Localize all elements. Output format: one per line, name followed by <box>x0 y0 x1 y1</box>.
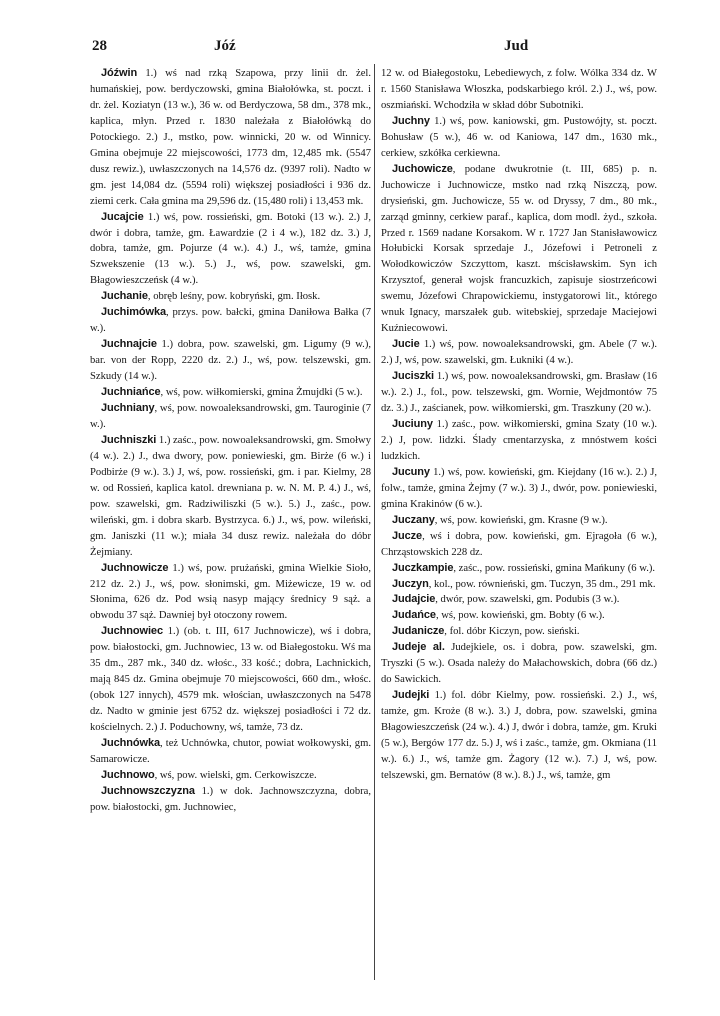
entry-text: , zaśc., pow. rossieński, gmina Mańkuny (6 w.). <box>453 562 656 574</box>
entry-text: 1.) zaśc., pow. nowoaleksandrowski, gm. Smołwy (4 w.). 2.) J., dwa dwory, pow. poniewieski, gm. Birże (6 w.) i Podbirże (9 w.). 3.) J, wś, pow. rossieński, gm. i par. Kielmy, 28 w. od Rossień, kaplica katol. drewniana p. w. N. M. P. 4.) J., wś, pow. szawelski, gm. Radziwiliszki (5 w.). 5.) J., zaśc., pow. wileński, gm. i dobra skarb. Bystrzyca. 6.) J., wś, pow. wileński, gm. Janiszki (11 w.); miała 34 dusz rewiz. należała do dóbr Żejmiany. <box>90 434 371 558</box>
dictionary-entry <box>381 513 657 529</box>
dictionary-entry <box>381 114 657 162</box>
entry-headword: Juchny <box>392 114 430 127</box>
entry-headword: Judańce <box>392 609 436 622</box>
dictionary-entry <box>90 624 371 736</box>
dictionary-entry <box>381 561 657 577</box>
entry-headword: Juchniszki <box>101 433 157 446</box>
entry-text: Judejkiele, os. i dobra, pow. szawelski, gm. Tryszki (5 w.). Osada należy do Małachowskich, dobra (66 dz.) do Sawickich. <box>381 642 658 686</box>
entry-text: 1.) zaśc., pow. wiłkomierski, gmina Szaty (10 w.). 2.) J, pow. lidzki. Ślady cmentarzyska, z mnóstwem kości ludzkich. <box>381 418 657 462</box>
right-column <box>381 66 657 784</box>
entry-headword: Juchnajcie <box>101 338 157 351</box>
dictionary-entry <box>90 66 371 210</box>
entry-headword: Jucajcie <box>101 210 144 223</box>
entry-headword: Jucuny <box>392 465 430 478</box>
dictionary-entry <box>90 784 371 816</box>
dictionary-entry <box>381 465 657 513</box>
entry-text: 1.) wś, pow. kaniowski, gm. Pustowójty, st. poczt. Bohusław (5 w.), 46 w. od Kaniowa, 147 dm., 1630 mk., cerkiew, szkółka cerkiewna. <box>381 115 657 159</box>
entry-text: , wś, pow. wiłkomierski, gmina Żmujdki (5 w.). <box>160 387 363 399</box>
entry-text: , przys. pow. bałcki, gmina Daniłowa Bałka (7 w.). <box>90 307 371 335</box>
dictionary-entry <box>90 210 371 290</box>
dictionary-entry <box>90 401 371 433</box>
dictionary-entry <box>90 289 371 305</box>
entry-headword: Judajcie <box>392 593 436 606</box>
page-number: 28 <box>92 38 107 54</box>
dictionary-entry <box>381 337 657 369</box>
left-column <box>90 66 371 816</box>
entry-text: , wś, pow. kowieński, gm. Krasne (9 w.). <box>434 514 608 526</box>
dictionary-entry <box>90 736 371 768</box>
right-running-head: Jud <box>504 38 529 54</box>
entry-headword: Judeje al. <box>392 641 445 654</box>
entry-text: 1.) w dok. Jachnowszczyzna, dobra, pow. białostocki, gm. Juchnowiec, <box>90 785 371 813</box>
entry-headword: Judanicze <box>392 625 445 638</box>
dictionary-entry <box>381 577 657 593</box>
entry-text: , wś, pow. kowieński, gm. Bobty (6 w.). <box>435 610 605 622</box>
entry-headword: Juchnówka <box>101 737 161 750</box>
entry-headword: Juczkampie <box>392 561 454 574</box>
entry-text: 1.) wś, pow. nowoaleksandrowski, gm. Brasław (16 w.). 2.) J., fol., pow. telszewski, gm. Wornie, Wejdmontów 75 dz. 3.) J., zaścianek, pow. wiłkomierski, gm. Traszkuny (20 w.). <box>381 371 657 415</box>
entry-text: , wś, pow. wielski, gm. Cerkowiszcze. <box>154 769 317 781</box>
entry-headword: Juchnowszczyzna <box>101 784 195 797</box>
entry-text: , fol. dóbr Kiczyn, pow. sieński. <box>444 626 580 638</box>
entry-headword: Juchnowiec <box>101 625 163 638</box>
entry-headword: Jucie <box>392 338 420 351</box>
entry-text: 1.) wś, pow. prużański, gmina Wielkie Sioło, 212 dz. 2.) J., wś, pow. słonimski, gm. Miżewicze, 19 w. od Słonima, 626 dz. Pod wsią nasyp mający średnicy 9 sąż. a obwodu 37 sąż. Dawniej był otoczony rowem. <box>90 562 371 622</box>
entry-text: 1.) wś nad rzką Szapowa, przy linii dr. żel. humańskiej, pow. berdyczowski, gmina Białołówka, st. poczt. i dr. żel. Koziatyn (13 w.), 36 w. od Berdyczowa, 58 dm., 378 mk., kaplica, młyn. Przed r. 1830 należała z Białołówką do Potockiego. 2.) J., mstko, pow. winnicki, 20 w. od Winnicy. Gmina obejmuje 22 miejscowości, 1773 dm, 12,485 mk. (5547 dusz rewiz.), uwłaszczonych na 14,576 dz. (9397 roli). Nadto w gm. jest 14,084 dz. (5594 roli) większej posiadłości i 936 dz. ziemi cerk. Cała gmina ma 29,596 dz. (15,480 roli) i 13,453 mk. <box>90 68 371 207</box>
dictionary-entry <box>90 433 371 561</box>
entry-text: 1.) (ob. t. III, 617 Juchnowicze), wś i dobra, pow. białostocki, gm. Juchnowiec, 13 w. od Białegostoku. Wś ma 35 dm., 287 mk., 340 dz. włośc., 33 kość.; dobra, Lachnickich, mają 845 dz. Gmina obejmuje 70 miejscowości, 660 dm., włośc. (obok 127 innych), 4579 mk. włościan, uwłaszczonych na 5478 dz. Nadto w gminie jest 6752 dz. większej posiadłości i 72 dz. kościelnych. 2.) J. Poduchowny, wś, tamże, 73 dz. <box>90 626 371 734</box>
entry-text: , obręb leśny, pow. kobryński, gm. Iłosk. <box>147 291 321 303</box>
column-divider <box>374 64 375 980</box>
entry-text: , kol., pow. równieński, gm. Tuczyn, 35 dm., 291 mk. <box>428 578 656 590</box>
dictionary-entry <box>90 337 371 385</box>
running-header <box>92 38 644 56</box>
dictionary-entry <box>381 640 657 688</box>
entry-headword: Juchnowicze <box>101 561 169 574</box>
entry-headword: Juczyn <box>392 577 429 590</box>
dictionary-entry <box>381 529 657 561</box>
dictionary-entry <box>90 561 371 625</box>
dictionary-entry <box>90 385 371 401</box>
entry-headword: Juciuny <box>392 417 433 430</box>
dictionary-entry <box>381 369 657 417</box>
entry-headword: Juchniany <box>101 402 155 415</box>
dictionary-entry <box>381 608 657 624</box>
entry-text: 1.) wś, pow. nowoaleksandrowski, gm. Abele (7 w.). 2.) J, wś, pow. szawelski, gm. Łukniki (4 w.). <box>381 339 657 367</box>
entry-text: , też Uchnówka, chutor, powiat wołkowyski, gm. Samarowicze. <box>90 738 371 765</box>
entry-headword: Juchnowo <box>101 768 155 781</box>
entry-headword: Juciszki <box>392 370 435 383</box>
dictionary-entry <box>381 162 657 337</box>
entry-text: 1.) fol. dóbr Kielmy, pow. rossieński. 2.) J., wś, tamże, gm. Kroże (8 w.). 3.) J, dobra, pow. szawelski, gmina Błagowieszczeńsk (24 w.). 4.) J, dwór i dobra, tamże, gm. Kruki (5 w.), Bergów 177 dz. 5.) J, wś i zaśc., tamże, gm. Okmiana (11 w.). 6.) J., wś, tamże gm. Żagory (12 w.). 7.) J, wś, pow. telszewski, gm. Bernatów (8 w.). 8.) J., wś, tamże, gm <box>381 690 657 781</box>
entry-text: 1.) wś, pow. rossieński, gm. Botoki (13 w.). 2.) J, dwór i dobra, tamże, gm. Ławardzie (2 i 4 w.), 182 dz. 3.) J, dobra, tamże, gm. Pojurze (4 w.). 4.) J., wś, tamże, gmina Szwekszenie (13 w.). 5.) J., wś, pow. szawelski, gm. Błagowieszczeńsk (4 w.). <box>90 211 371 287</box>
dictionary-entry <box>90 768 371 784</box>
entry-text: , wś i dobra, pow. kowieński, gm. Ejragoła (6 w.), Chrząstowskich 228 dz. <box>381 530 657 558</box>
entry-text: 1.) wś, pow. kowieński, gm. Kiejdany (16 w.). 2.) J, folw., tamże, gmina Żejmy (7 w.). 3) J., dwór, pow. poniewieski, gmina Krakinów (6 w.). <box>381 466 657 510</box>
entry-headword: Juchimówka <box>101 306 167 319</box>
entry-headword: Juczany <box>392 513 435 526</box>
entry-headword: Juchowicze <box>392 162 453 175</box>
entry-headword: Jucze <box>392 529 423 542</box>
left-running-head: Jóź <box>214 38 236 54</box>
entry-headword: Juchanie <box>101 290 148 303</box>
entry-text: 12 w. od Białegostoku, Lebediewych, z folw. Wólka 334 dz. W r. 1560 Stanisława Włoszka, podskarbiego król. 2.) J., wś, pow. oszmiański. Wchodziła w skład dóbr Subotniki. <box>381 68 657 111</box>
entry-text: , wś, pow. nowoaleksandrowski, gm. Tauroginie (7 w.). <box>90 403 371 430</box>
dictionary-entry <box>381 592 657 608</box>
dictionary-entry <box>90 305 371 337</box>
entry-headword: Jóźwin <box>101 67 138 79</box>
entry-headword: Judejki <box>392 689 430 702</box>
entry-headword: Juchniańce <box>101 386 161 399</box>
entry-text: , dwór, pow. szawelski, gm. Podubis (3 w.). <box>435 594 620 606</box>
dictionary-entry <box>381 688 657 784</box>
dictionary-entry <box>381 624 657 640</box>
entry-text: , podane dwukrotnie (t. III, 685) p. n. Juchowicze i Juchnowicze, mstko nad rzką Niszczą, pow. drysieński, gm. Juchowicze, 55 w. od Dryssy, 7 dm., 80 mk., zarząd gminny, cerkiew paraf., kaplica, dom modl. żyd., szkoła. Przed r. 1569 nadane Korsakom. W r. 1727 Jan Stanisławowicz Hołubicki Korsak sprzedaje J., Józefowi i Petroneli z Wołodkowiczów Szczyttom, kaszt. mścisławskim. Syn ich Krzysztof, generał wojsk francuzkich, zapisuje siostrzeńcowi swemu, Józefowi Chrapowickiemu, instygatorowi lit., którego wnuk Ignacy, marszałek gub. witebskiej, sprzedaje Maciejowi Kuźniecowowi. <box>381 163 657 335</box>
entry-text: 1.) dobra, pow. szawelski, gm. Ligumy (9 w.), bar. von der Ropp, 2220 dz. 2.) J., wś, pow. telszewski, gm. Szkudy (14 w.). <box>90 339 371 383</box>
dictionary-entry <box>381 66 657 114</box>
dictionary-entry <box>381 417 657 465</box>
